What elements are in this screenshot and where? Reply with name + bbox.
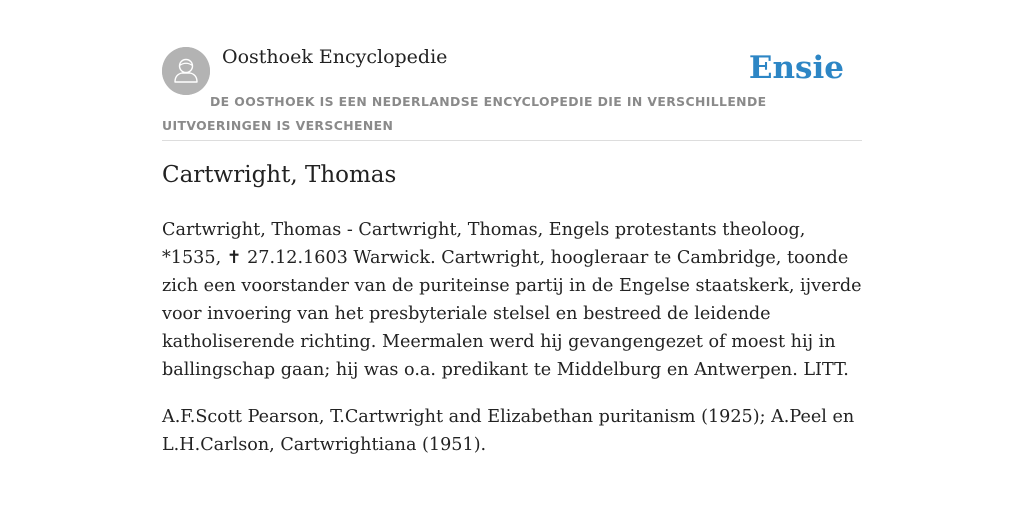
site-name[interactable]: Oosthoek Encyclopedie <box>222 46 448 68</box>
site-tagline: DE OOSTHOEK IS EEN NEDERLANDSE ENCYCLOPEDIE DIE IN VERSCHILLENDE UITVOERINGEN IS VERSCHENEN <box>162 94 767 133</box>
brand-logo[interactable]: Ensie <box>748 50 844 86</box>
article-paragraph: Cartwright, Thomas - Cartwright, Thomas, Engels protestants theoloog, *1535, ✝ 27.12.1603 Warwick. Cartwright, hoogleraar te Cambridge, toonde zich een voorstander van de puriteinse partij in de Engelse staatskerk, ijverde voor invoering van het presbyteriale stelsel en bestreed de leidende katholiserende richting. Meermalen werd hij gevangengezet of moest hij in ballingschap gaan; hij was o.a. predikant te Middelburg en Antwerpen. LITT. <box>162 220 862 380</box>
article-title: Cartwright, Thomas <box>162 162 397 188</box>
user-avatar-icon[interactable] <box>162 47 210 95</box>
page-header <box>162 46 862 141</box>
article-body <box>162 216 862 478</box>
article-references: A.F.Scott Pearson, T.Cartwright and Elizabethan puritanism (1925); A.Peel en L.H.Carlson, Cartwrightiana (1951). <box>162 407 855 455</box>
